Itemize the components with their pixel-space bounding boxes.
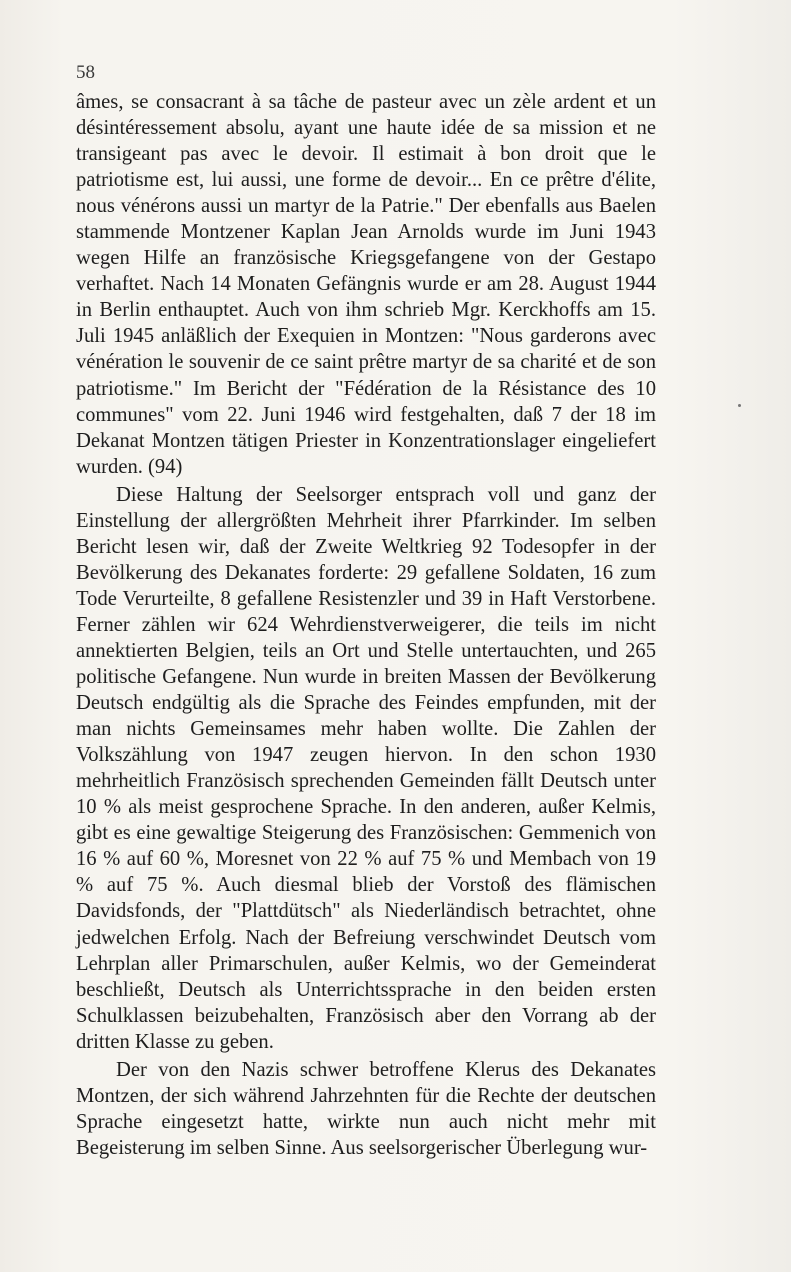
paragraph-1: âmes, se consacrant à sa tâche de pasteur avec un zèle ardent et un désintéressement absolu, ayant une haute idée de sa mission et ne transigeant pas avec le devoir. Il estimait à bon droit que le patriotisme est, lui aussi, une forme de devoir... En ce prêtre d'élite, nous vénérons aussi un martyr de la Patrie." Der ebenfalls aus Baelen stammende Montzener Kaplan Jean Arnolds wurde im Juni 1943 wegen Hilfe an französische Kriegsgefangene von der Gestapo verhaftet. Nach 14 Monaten Gefängnis wurde er am 28. August 1944 in Berlin enthauptet. Auch von ihm schrieb Mgr. Kerckhoffs am 15. Juli 1945 anläßlich der Exequien in Montzen: "Nous garderons avec vénération le souvenir de ce saint prêtre martyr de sa charité et de son patriotisme." Im Bericht der "Fédération de la Résistance des 10 communes" vom 22. Juni 1946 wird festgehalten, daß 7 der 18 im Dekanat Montzen tätigen Priester in Konzentrationslager eingeliefert wurden. (94) <box>76 91 656 478</box>
paragraph-3: Der von den Nazis schwer betroffene Klerus des Dekanates Montzen, der sich während Jahrzehnten für die Rechte der deutschen Sprache eingesetzt hatte, wirkte nun auch nicht mehr mit Begeisterung im selben Sinne. Aus seelsorgerischer Überlegung wur- <box>76 1058 656 1159</box>
body-text <box>76 89 656 1161</box>
paper-speck <box>738 404 741 407</box>
page-number: 58 <box>76 62 95 83</box>
paragraph-2: Diese Haltung der Seelsorger entsprach voll und ganz der Einstellung der allergrößten Mehrheit ihrer Pfarrkinder. Im selben Bericht lesen wir, daß der Zweite Weltkrieg 92 Todesopfer in der Bevölkerung des Dekanates forderte: 29 gefallene Soldaten, 16 zum Tode Verurteilte, 8 gefallene Resistenzler und 39 in Haft Verstorbene. Ferner zählen wir 624 Wehrdienstverweigerer, die teils im nicht annektierten Belgien, teils an Ort und Stelle untertauchten, und 265 politische Gefangene. Nun wurde in breiten Massen der Bevölkerung Deutsch endgültig als die Sprache des Feindes empfunden, mit der man nichts Gemeinsames mehr haben wollte. Die Zahlen der Volkszählung von 1947 zeugen hiervon. In den schon 1930 mehrheitlich Französisch sprechenden Gemeinden fällt Deutsch unter 10 % als meist gesprochene Sprache. In den anderen, außer Kelmis, gibt es eine gewaltige Steigerung des Französischen: Gemmenich von 16 % auf 60 %, Moresnet von 22 % auf 75 % und Membach von 19 % auf 75 %. Auch diesmal blieb der Vorstoß des flämischen Davidsfonds, der "Plattdütsch" als Niederländisch betrachtet, ohne jedwelchen Erfolg. Nach der Befreiung verschwindet Deutsch vom Lehrplan aller Primarschulen, außer Kelmis, wo der Gemeinderat beschließt, Deutsch als Unterrichtssprache in den beiden ersten Schulklassen beizubehalten, Französisch aber den Vorrang ab der dritten Klasse zu geben. <box>76 483 656 1053</box>
